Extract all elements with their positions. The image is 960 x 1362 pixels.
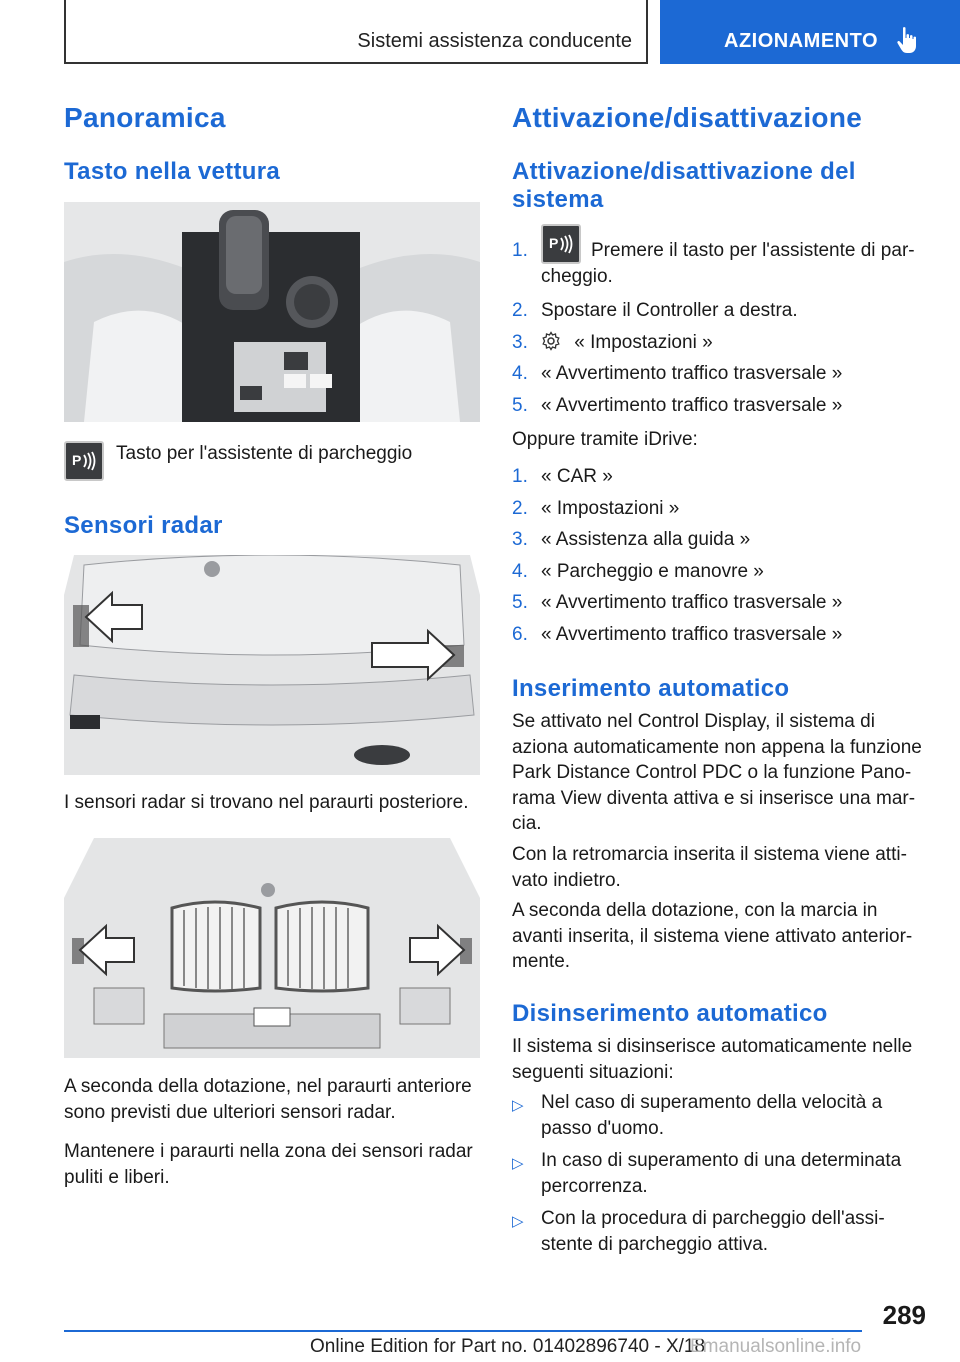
heading-disinserimento-automatico: Disinserimento automatico	[512, 1000, 828, 1027]
clean-sensors-note: Mantenere i paraurti nella zona dei sensori radar puliti e liberi.	[64, 1141, 473, 1188]
heading-tasto-vettura: Tasto nella vettura	[64, 158, 280, 185]
list-item	[512, 330, 922, 356]
center-console-illustration	[64, 202, 480, 422]
list-item	[512, 527, 922, 553]
step-text: « Impostazioni »	[574, 331, 713, 353]
list-item	[512, 559, 922, 585]
list-item	[512, 235, 922, 290]
header-chapter-box	[660, 0, 960, 64]
bullet-text: Con la procedura di parcheggio dell'assistente di parcheggio attiva.	[541, 1208, 885, 1255]
step-number: 3.	[512, 331, 528, 353]
heading-inserimento-automatico: Inserimento automatico	[512, 675, 790, 702]
disinserimento-intro: Il sistema si disinserisce automaticamente nelle seguenti situazioni:	[512, 1036, 913, 1083]
bullet-text: Nel caso di superamento della velocità a passo d'uomo.	[541, 1092, 883, 1139]
list-item	[512, 1090, 922, 1141]
triangle-bullet-icon: ▷	[512, 1097, 524, 1114]
footer-divider	[64, 1330, 862, 1332]
chapter-title: AZIONAMENTO	[724, 30, 879, 52]
svg-text:P: P	[549, 235, 559, 251]
list-item	[512, 298, 922, 324]
center-console-figure	[64, 202, 480, 422]
step-number: 5.	[512, 394, 528, 416]
step-text: « Avvertimento traffico trasversale »	[541, 394, 843, 416]
list-item	[512, 496, 922, 522]
heading-attivazione: Attivazione/disattivazione	[512, 102, 863, 133]
triangle-bullet-icon: ▷	[512, 1155, 524, 1172]
rear-sensors-caption: I sensori radar si trovano nel paraurti posteriore.	[64, 792, 469, 813]
heading-sensori-radar: Sensori radar	[64, 512, 223, 539]
front-sensors-caption: A seconda della dotazione, nel paraurti anteriore sono previsti due ulteriori sensori radar.	[64, 1076, 472, 1123]
step-text: « Parcheggio e manovre »	[541, 560, 764, 582]
inserimento-paragraph-1: Se attivato nel Control Display, il sistema di aziona automaticamente non appena la funzione Park Distance Control PDC o la funzione Panorama View diventa attiva e si inserisce una marcia.	[512, 711, 922, 834]
list-item	[512, 622, 922, 648]
section-title: Sistemi assistenza conducente	[357, 30, 632, 52]
inserimento-paragraph-3: A seconda della dotazione, con la marcia in avanti inserita, il sistema viene attivato anteriormente.	[512, 900, 913, 972]
step-text: « Impostazioni »	[541, 497, 680, 519]
heading-panoramica: Panoramica	[64, 102, 226, 133]
inserimento-paragraph-2: Con la retromarcia inserita il sistema viene attivato indietro.	[512, 844, 907, 891]
step-number: 2.	[512, 300, 528, 321]
list-item	[512, 1148, 922, 1199]
key-caption: Tasto per l'assistente di parcheggio	[116, 443, 413, 464]
step-text: « Assistenza alla guida »	[541, 529, 751, 550]
step-number: 4.	[512, 560, 528, 582]
list-item	[512, 1206, 922, 1257]
step-number: 3.	[512, 529, 528, 550]
list-item	[512, 361, 922, 387]
page-number: 289	[882, 1300, 926, 1330]
step-text: Premere il tasto per l'assistente di parcheggio.	[541, 240, 915, 287]
header-section-box	[64, 0, 648, 64]
list-item	[512, 393, 922, 419]
bullet-text: In caso di superamento di una determinata percorrenza.	[541, 1150, 902, 1197]
step-number: 1.	[512, 240, 528, 261]
step-text: « Avvertimento traffico trasversale »	[541, 363, 843, 384]
list-item	[512, 590, 922, 616]
front-bumper-figure	[64, 838, 480, 1058]
step-text: « CAR »	[541, 466, 613, 487]
footer-watermark: Emanualsonline.info	[690, 1336, 862, 1357]
step-number: 2.	[512, 497, 528, 519]
step-text: « Avvertimento traffico trasversale »	[541, 592, 843, 613]
step-number: 6.	[512, 623, 528, 645]
activation-steps-list	[512, 235, 922, 418]
step-number: 5.	[512, 592, 528, 613]
front-bumper-illustration	[64, 838, 480, 1058]
idrive-steps-list	[512, 464, 922, 647]
hand-pointer-icon	[896, 26, 920, 54]
idrive-intro: Oppure tramite iDrive:	[512, 429, 698, 450]
gear-icon	[541, 331, 561, 351]
parking-assistant-key-icon	[541, 224, 581, 264]
parking-assistant-key-icon	[64, 441, 104, 481]
step-text: Spostare il Controller a destra.	[541, 300, 798, 321]
rear-bumper-illustration	[64, 555, 480, 775]
step-number: 4.	[512, 363, 528, 384]
disinserimento-bullet-list	[512, 1090, 922, 1257]
footer-edition: Online Edition for Part no. 01402896740 - X/18	[310, 1336, 706, 1357]
rear-bumper-figure	[64, 555, 480, 775]
svg-text:P: P	[72, 452, 82, 468]
step-number: 1.	[512, 466, 528, 487]
heading-attivazione-sistema: Attivazione/disattivazione del sistema	[512, 158, 856, 213]
list-item	[512, 464, 922, 490]
triangle-bullet-icon: ▷	[512, 1213, 524, 1230]
step-text: « Avvertimento traffico trasversale »	[541, 623, 843, 645]
